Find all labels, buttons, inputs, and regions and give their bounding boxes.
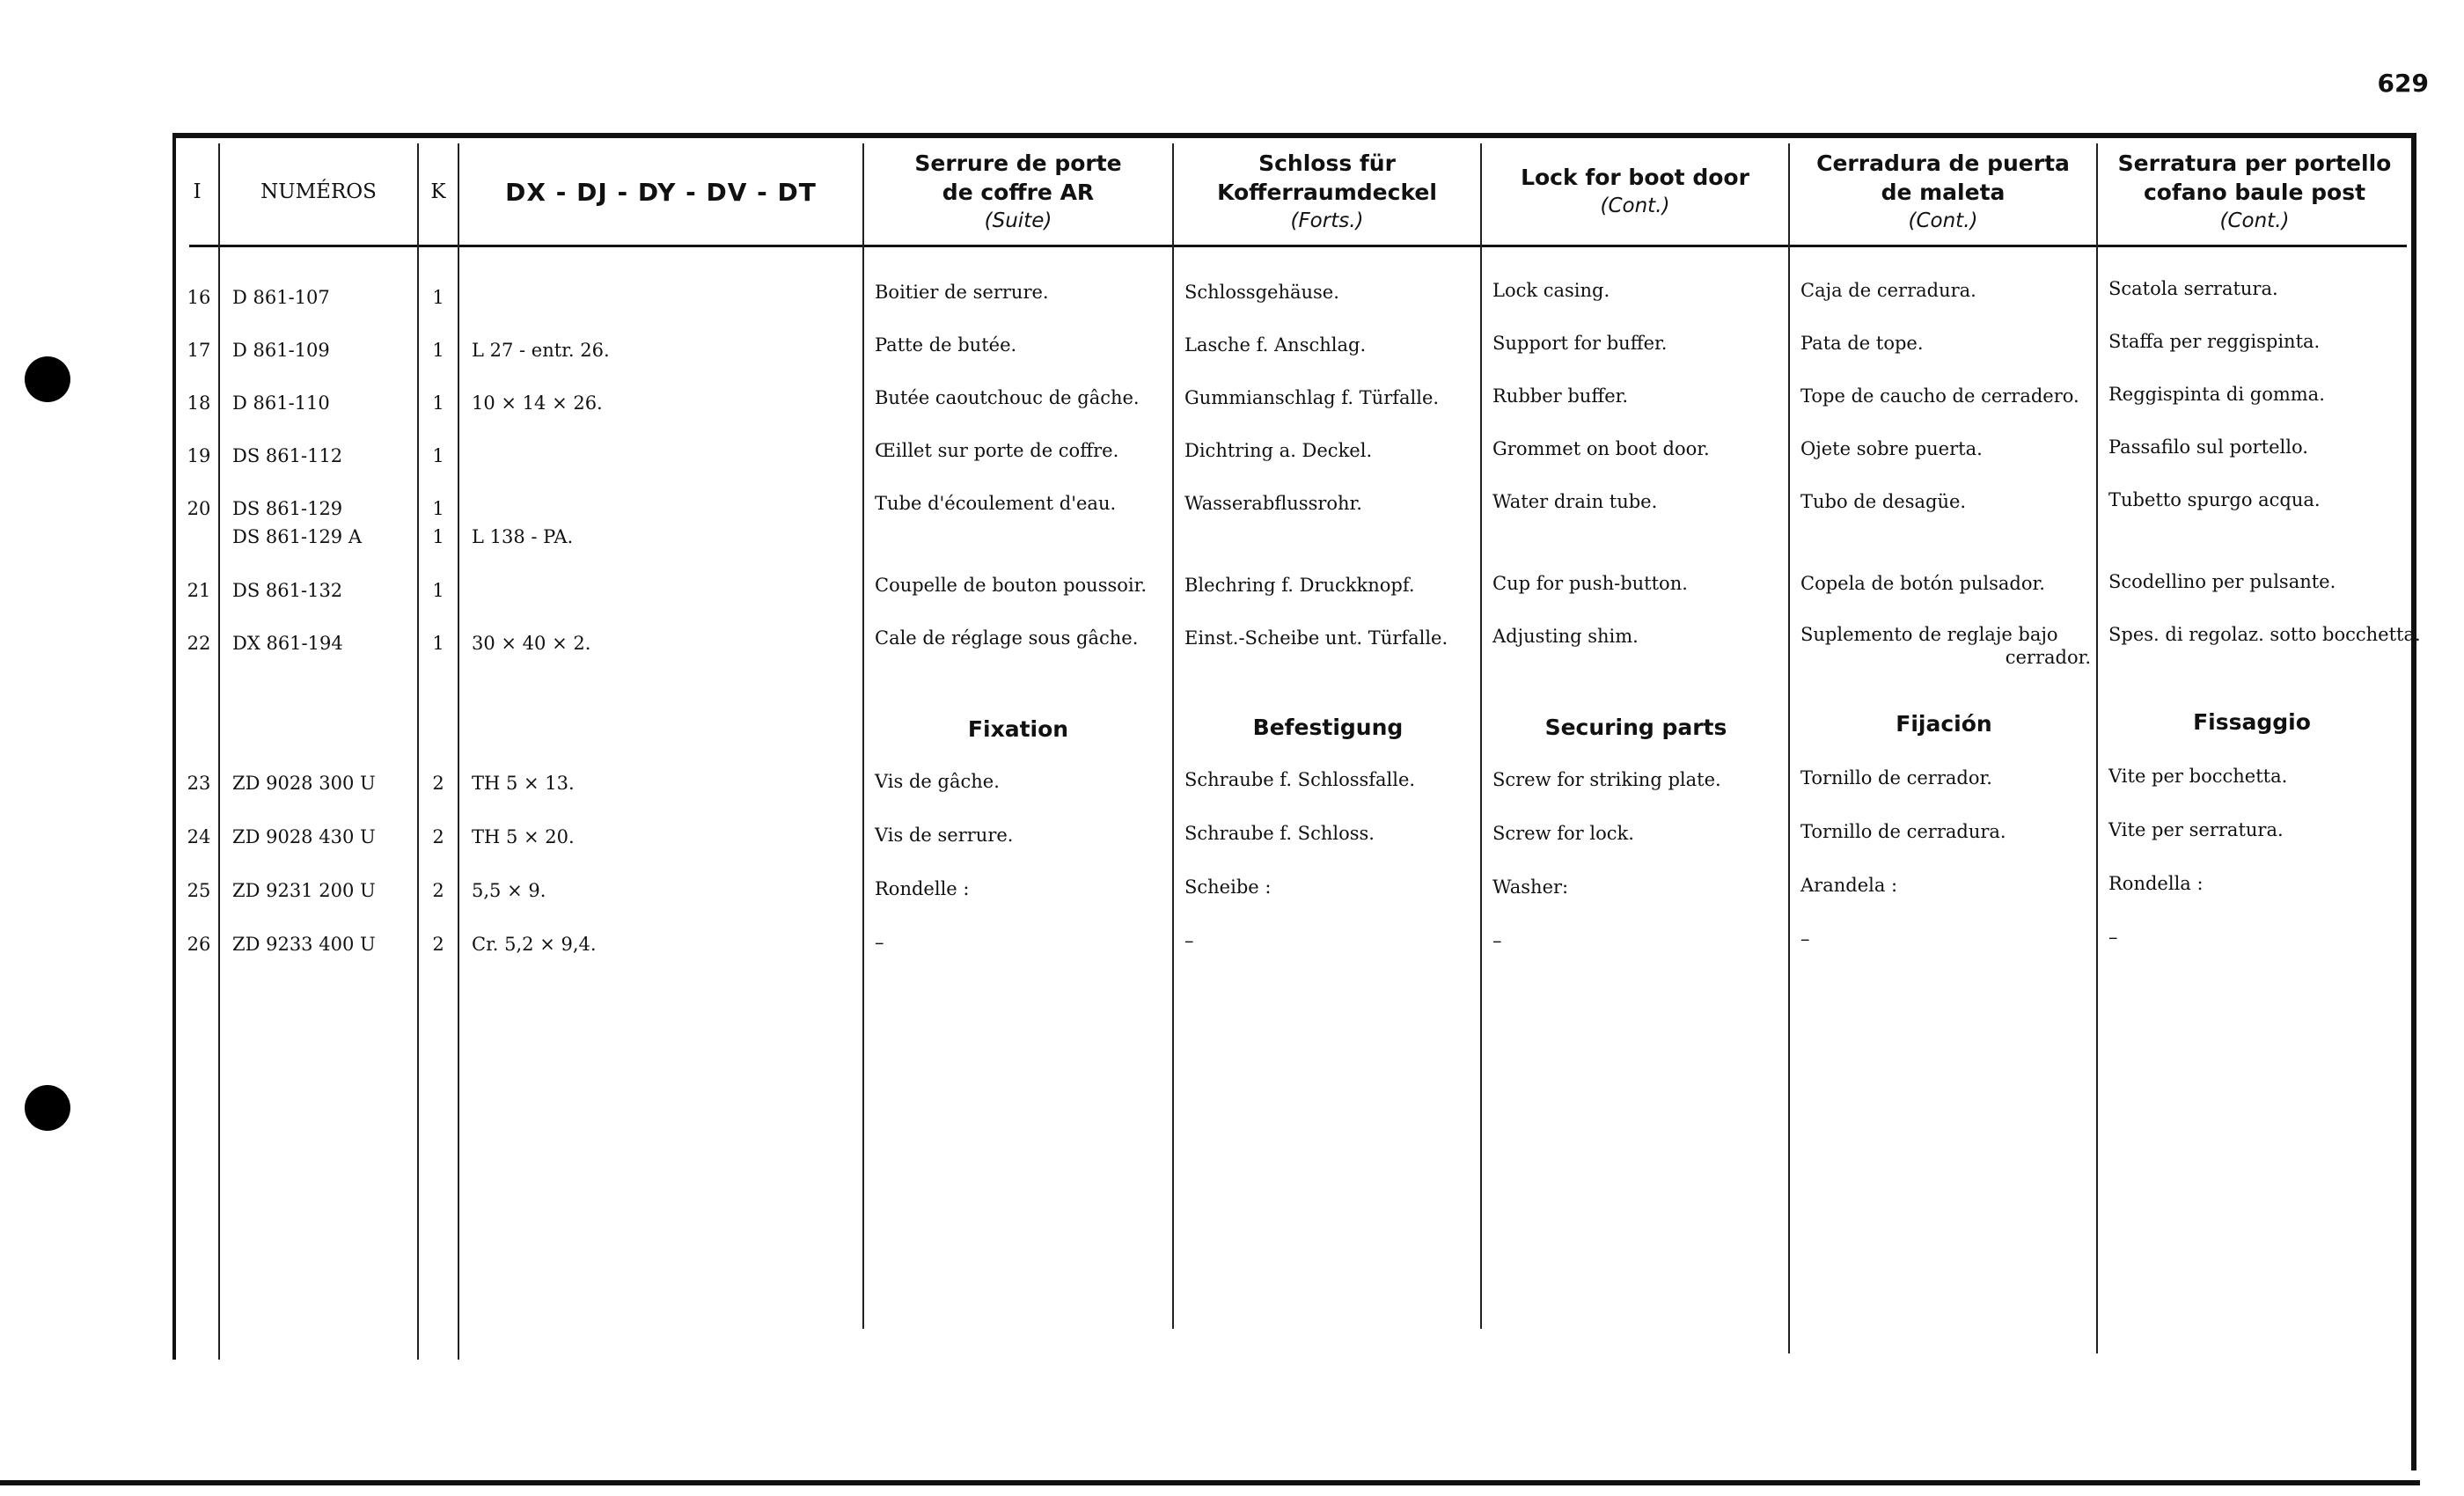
header-italian-line2: cofano baule post (2143, 179, 2366, 205)
desc-english: Screw for striking plate. (1492, 769, 1721, 790)
section-heading-german: Befestigung (1252, 715, 1404, 740)
desc-italian: Staffa per reggispinta. (2108, 331, 2321, 352)
section-heading-french: Fixation (967, 716, 1069, 742)
column-divider (218, 143, 220, 1360)
quantity: 2 (432, 880, 444, 901)
desc-english: Lock casing. (1492, 280, 1610, 301)
desc-english: Washer: (1492, 876, 1569, 898)
desc-spanish-line2: cerrador. (2005, 647, 2091, 668)
part-number: ZD 9028 430 U (232, 826, 376, 847)
dimensions: L 138 - PA. (472, 526, 574, 547)
header-italian (2098, 143, 2411, 241)
desc-spanish: Pata de tope. (1800, 333, 1924, 354)
dimensions: 5,5 × 9. (472, 880, 546, 901)
column-divider (1788, 143, 1790, 1353)
desc-english: Rubber buffer. (1492, 385, 1629, 407)
desc-italian: – (2108, 927, 2118, 948)
header-spanish-line1: Cerradura de puerta (1816, 150, 2070, 176)
section-heading-italian: Fissaggio (2193, 709, 2311, 735)
dimensions: 10 × 14 × 26. (472, 392, 603, 414)
header-k: K (430, 180, 446, 203)
desc-french: Patte de butée. (875, 334, 1017, 356)
row-index: 26 (187, 934, 211, 955)
header-french-line1: Serrure de porte (914, 150, 1122, 176)
binder-hole (25, 356, 70, 402)
desc-english: Cup for push-button. (1492, 573, 1688, 594)
dimensions: L 27 - entr. 26. (472, 340, 610, 361)
desc-german: Lasche f. Anschlag. (1184, 334, 1367, 356)
header-german-line2: Kofferraumdeckel (1217, 179, 1437, 205)
part-number: DS 861-129 (232, 498, 343, 519)
desc-german: Wasserabflussrohr. (1184, 493, 1362, 514)
desc-italian: Vite per bocchetta. (2108, 766, 2288, 787)
desc-italian: Rondella : (2108, 873, 2204, 894)
section-heading-english: Securing parts (1544, 715, 1727, 740)
desc-spanish: Ojete sobre puerta. (1800, 438, 1983, 459)
row-index: 21 (187, 580, 211, 601)
desc-italian: Spes. di regolaz. sotto bocchetta. (2108, 624, 2421, 645)
header-spanish (1790, 143, 2096, 241)
desc-english: Grommet on boot door. (1492, 438, 1710, 459)
part-number: D 861-107 (232, 287, 330, 308)
row-index: 25 (187, 880, 211, 901)
row-index: 17 (187, 340, 211, 361)
desc-french: Coupelle de bouton poussoir. (875, 575, 1148, 596)
part-number: D 861-109 (232, 340, 330, 361)
desc-german: – (1184, 930, 1194, 951)
dimensions: Cr. 5,2 × 9,4. (472, 934, 597, 955)
desc-italian: Vite per serratura. (2108, 819, 2284, 840)
desc-spanish: Tope de caucho de cerradero. (1800, 385, 2079, 407)
column-divider (2096, 143, 2098, 1353)
desc-french: Cale de réglage sous gâche. (875, 627, 1139, 649)
row-index: 19 (187, 445, 211, 466)
desc-spanish: Tornillo de cerrador. (1800, 767, 1992, 788)
table-frame-left (172, 136, 176, 1360)
part-number: DS 861-129 A (232, 526, 362, 547)
header-french (864, 143, 1172, 241)
quantity: 1 (432, 392, 444, 414)
part-number: ZD 9028 300 U (232, 773, 376, 794)
part-number: ZD 9231 200 U (232, 880, 376, 901)
header-italian-sub: (Cont.) (2219, 209, 2290, 232)
desc-german: Blechring f. Druckknopf. (1184, 575, 1415, 596)
desc-german: Schlossgehäuse. (1184, 282, 1339, 303)
desc-english: Water drain tube. (1492, 491, 1658, 512)
part-number: DS 861-112 (232, 445, 343, 466)
desc-german: Einst.-Scheibe unt. Türfalle. (1184, 627, 1448, 649)
header-german-line1: Schloss für (1258, 150, 1396, 176)
header-rule (189, 245, 2407, 247)
desc-english: Support for buffer. (1492, 333, 1668, 354)
quantity: 1 (432, 633, 444, 654)
quantity: 1 (432, 340, 444, 361)
desc-french: Boitier de serrure. (875, 282, 1049, 303)
header-french-sub: (Suite) (984, 209, 1052, 232)
part-number: DX 861-194 (232, 633, 343, 654)
header-models: DX - DJ - DY - DV - DT (505, 177, 817, 207)
section-heading-spanish: Fijación (1896, 711, 1992, 737)
desc-italian: Scatola serratura. (2108, 278, 2278, 299)
desc-spanish (1800, 623, 2091, 669)
quantity: 2 (432, 934, 444, 955)
desc-spanish: Copela de botón pulsador. (1800, 573, 2045, 594)
desc-german: Gummianschlag f. Türfalle. (1184, 387, 1440, 408)
header-german (1174, 143, 1480, 241)
quantity: 1 (432, 287, 444, 308)
row-index: 16 (187, 287, 211, 308)
desc-italian: Passafilo sul portello. (2108, 436, 2308, 458)
quantity: 2 (432, 773, 444, 794)
dimensions: 30 × 40 × 2. (472, 633, 591, 654)
dimensions: TH 5 × 13. (472, 773, 575, 794)
desc-spanish-line1: Suplemento de reglaje bajo (1800, 624, 2058, 645)
desc-german: Schraube f. Schloss. (1184, 823, 1375, 844)
desc-french: Œillet sur porte de coffre. (875, 440, 1119, 461)
page-number: 629 (2377, 69, 2429, 98)
desc-spanish: Tubo de desagüe. (1800, 491, 1967, 512)
desc-french: Butée caoutchouc de gâche. (875, 387, 1140, 408)
quantity: 1 (432, 580, 444, 601)
row-index: 24 (187, 826, 211, 847)
header-english (1482, 143, 1788, 241)
desc-spanish: Tornillo de cerradura. (1800, 821, 2006, 842)
part-number: D 861-110 (232, 392, 330, 414)
desc-english: Screw for lock. (1492, 823, 1634, 844)
table-frame-top (172, 133, 2413, 138)
header-french-line2: de coffre AR (942, 179, 1095, 205)
dimensions: TH 5 × 20. (472, 826, 575, 847)
part-number: DS 861-132 (232, 580, 343, 601)
row-index: 18 (187, 392, 211, 414)
binder-hole (25, 1085, 70, 1131)
header-index: I (193, 180, 202, 203)
row-index: 23 (187, 773, 211, 794)
desc-german: Scheibe : (1184, 876, 1272, 898)
header-english-sub: (Cont.) (1600, 194, 1670, 217)
base-rule (0, 1480, 2420, 1485)
desc-italian: Reggispinta di gomma. (2108, 384, 2325, 405)
desc-french: Vis de serrure. (875, 825, 1014, 846)
header-numbers: NUMÉROS (260, 180, 377, 203)
column-divider (458, 143, 459, 1360)
column-divider (417, 143, 419, 1360)
desc-english: – (1492, 930, 1502, 951)
desc-french: Rondelle : (875, 878, 970, 899)
desc-spanish: – (1800, 928, 1810, 950)
header-italian-line1: Serratura per portello (2117, 150, 2392, 176)
desc-french: Vis de gâche. (875, 771, 1000, 792)
quantity: 2 (432, 826, 444, 847)
part-number: ZD 9233 400 U (232, 934, 376, 955)
desc-english: Adjusting shim. (1492, 626, 1639, 647)
desc-french: Tube d'écoulement d'eau. (875, 493, 1117, 514)
desc-spanish: Arandela : (1800, 875, 1898, 896)
header-spanish-sub: (Cont.) (1908, 209, 1978, 232)
desc-german: Schraube f. Schlossfalle. (1184, 769, 1416, 790)
row-index: 22 (187, 633, 211, 654)
desc-spanish: Caja de cerradura. (1800, 280, 1976, 301)
header-english-line1: Lock for boot door (1521, 165, 1749, 190)
header-spanish-line2: de maleta (1881, 179, 2006, 205)
header-german-sub: (Forts.) (1290, 209, 1364, 232)
row-index: 20 (187, 498, 211, 519)
quantity: 1 (432, 498, 444, 519)
desc-italian: Scodellino per pulsante. (2108, 571, 2336, 592)
desc-italian: Tubetto spurgo acqua. (2108, 489, 2321, 510)
desc-german: Dichtring a. Deckel. (1184, 440, 1373, 461)
table-frame-right (2411, 133, 2416, 1470)
quantity: 1 (432, 445, 444, 466)
quantity: 1 (432, 526, 444, 547)
desc-french: – (875, 932, 884, 953)
